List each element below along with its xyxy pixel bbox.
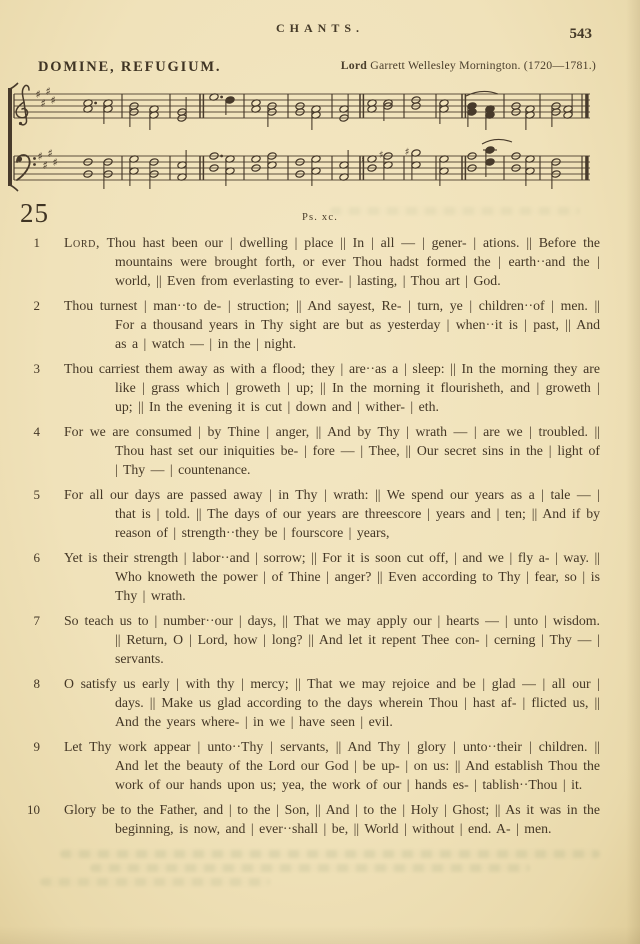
svg-text:♯: ♯ — [40, 97, 46, 110]
verse-number: 3 — [33, 361, 40, 376]
chant-title: DOMINE, REFUGIUM. — [38, 59, 222, 75]
psalm-reference: Ps. xc. — [301, 212, 339, 223]
verse-number: 1 — [33, 235, 40, 250]
verse-list — [28, 233, 600, 844]
verse-number: 9 — [33, 739, 40, 754]
verse-number: 10 — [27, 802, 40, 817]
verse-text: Lord, Thou hast been our | dwelling | place || In | all — | gener- | ations. || Before the mountains were brought forth, or ever Thou hadst formed the | earth··and the | world, || Even from everlasting to ever- | lasting, | Thou art | God. — [64, 235, 600, 288]
svg-text:♯: ♯ — [47, 147, 53, 160]
svg-text:♯: ♯ — [50, 94, 56, 107]
bleedthrough-smudge — [60, 850, 600, 858]
verse-row — [28, 548, 600, 605]
music-staves — [4, 80, 598, 202]
verse-text: So teach us to | number··our | days, || That we may apply our | hearts — | unto | wisdom. || Return, O | Lord, how | long? || And let it repent Thee con- | cerning | Thy — | servants. — [64, 613, 600, 666]
svg-text:♯: ♯ — [42, 159, 48, 172]
page-number: 543 — [569, 26, 592, 42]
verse-row — [28, 422, 600, 479]
page-edge-shadow — [626, 0, 640, 944]
chant-number: 25 — [20, 198, 49, 228]
verse-number: 2 — [33, 298, 40, 313]
verse-number: 4 — [33, 424, 40, 439]
svg-text:♯: ♯ — [404, 147, 410, 158]
verse-row — [28, 737, 600, 794]
verse-row — [28, 800, 600, 838]
running-head: CHANTS. — [275, 21, 364, 35]
verse-text: For we are consumed | by Thine | anger, || And by Thy | wrath — | are we | troubled. || Thou hast set our iniquities be- | fore — | Thee, || Our secret sins in the | light of | Thy — | countenance. — [64, 424, 600, 477]
verse-row — [28, 611, 600, 668]
verse-text: Let Thy work appear | unto··Thy | servants, || And Thy | glory | unto··their | children. || And let the beauty of the Lord our God | be up- | on us: || And establish Thou the work of our hands upon us; yea, the work of our | hands es- | tablish··Thou | it. — [64, 739, 600, 792]
verse-row — [28, 359, 600, 416]
svg-text:♯: ♯ — [37, 150, 43, 163]
svg-text:♯: ♯ — [52, 156, 58, 169]
composer-honorific: Lord — [340, 58, 368, 72]
verse-row — [28, 674, 600, 731]
verse-number: 5 — [33, 487, 40, 502]
svg-text:♯: ♯ — [35, 88, 41, 101]
verse-text: Thou turnest | man··to de- | struction; || And sayest, Re- | turn, ye | children··of | men. || For a thousand years in Thy sight are but as yesterday | when··it is | past, || And as a | watch — | in the | night. — [64, 298, 600, 351]
verse-number: 7 — [33, 613, 40, 628]
verse-number: 8 — [33, 676, 40, 691]
bleedthrough-smudge — [40, 878, 270, 886]
composer-attribution — [341, 58, 596, 73]
verse-text: O satisfy us early | with thy | mercy; || That we may rejoice and be | glad — | all our | days. || Make us glad according to the days wherein Thou | hast af- | flicted us, || And the years where- | in we | have seen | evil. — [64, 676, 600, 729]
svg-text:♮: ♮ — [361, 155, 365, 166]
bleedthrough-smudge — [90, 864, 530, 872]
svg-text:♯: ♯ — [378, 150, 384, 161]
composer-dates: (1720—1781.) — [523, 58, 596, 72]
verse-text: Thou carriest them away as with a flood; they | are··as a | sleep: || In the morning they are like | grass which | groweth | up; || In the morning it flourisheth, and | groweth | up; || In the evening it is cut | down and | wither- | eth. — [64, 361, 600, 414]
verse-number: 6 — [33, 550, 40, 565]
verse-row — [28, 485, 600, 542]
verse-text: For all our days are passed away | in Thy | wrath: || We spend our years as a | tale — | that is | told. || The days of our years are threescore | years and | ten; || And if by reason of | strength··they be | fourscore | years, — [64, 487, 600, 540]
verse-row — [28, 233, 600, 290]
page-bottom-shadow — [0, 926, 640, 944]
composer-name: Garrett Wellesley Mornington. — [370, 58, 521, 72]
svg-text:♯: ♯ — [45, 85, 51, 98]
music-notation — [4, 80, 598, 202]
small-caps-word: Lord, — [64, 235, 100, 250]
verse-row — [28, 296, 600, 353]
verse-text: Yet is their strength | labor··and | sorrow; || For it is soon cut off, | and we | fly a- | way. || Who knoweth the power | of Thine | anger? || Even according to Thy | fear, so | is Thy | wrath. — [64, 550, 600, 603]
verse-text: Glory be to the Father, and | to the | Son, || And | to the | Holy | Ghost; || As it was in the beginning, is now, and | ever··shall | be, || World | without | end. A- | men. — [64, 802, 600, 836]
